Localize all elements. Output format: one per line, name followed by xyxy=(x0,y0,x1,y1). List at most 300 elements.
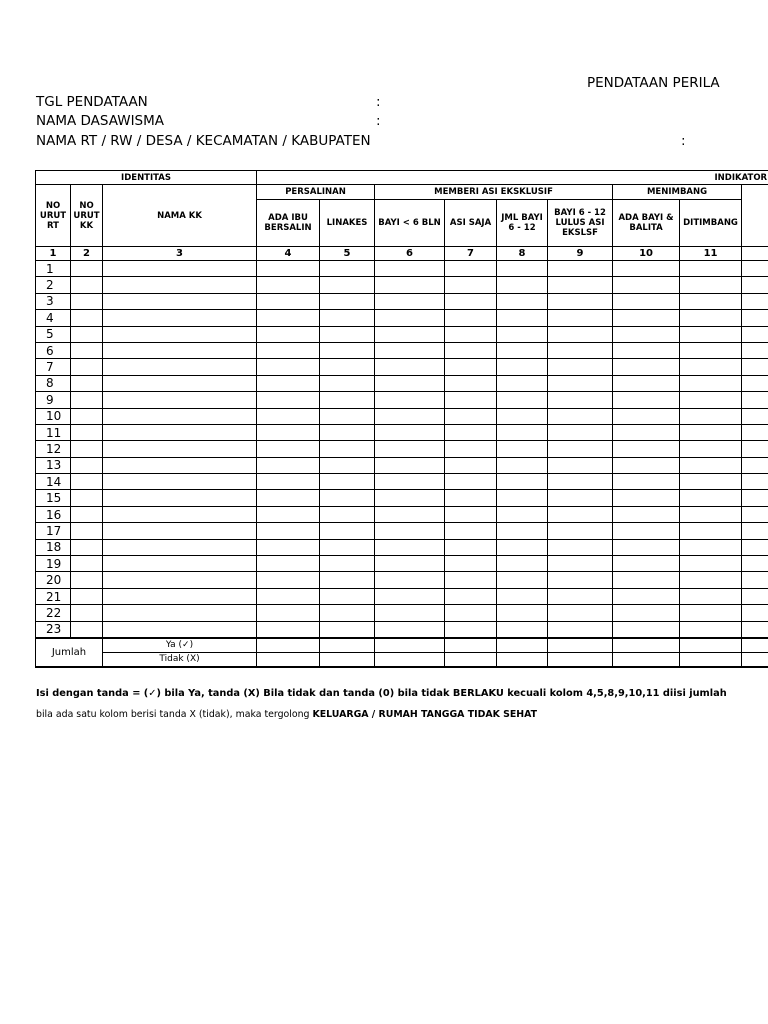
cell[interactable] xyxy=(257,539,320,555)
cell[interactable] xyxy=(445,342,497,358)
row-number: 21 xyxy=(36,588,71,604)
cell[interactable] xyxy=(257,605,320,621)
cell[interactable] xyxy=(497,490,548,506)
cell[interactable] xyxy=(103,261,257,277)
cell[interactable] xyxy=(742,408,768,424)
cell[interactable] xyxy=(320,490,375,506)
cell[interactable] xyxy=(680,342,742,358)
cell[interactable] xyxy=(320,277,375,293)
cell[interactable] xyxy=(497,621,548,638)
cell[interactable] xyxy=(742,342,768,358)
col-linakes: LINAKES xyxy=(320,200,375,247)
cell[interactable] xyxy=(548,638,613,653)
cell[interactable] xyxy=(103,556,257,572)
cell[interactable] xyxy=(445,605,497,621)
group-persalinan: PERSALINAN xyxy=(257,185,375,200)
cell[interactable] xyxy=(445,621,497,638)
cell[interactable] xyxy=(680,556,742,572)
cell[interactable] xyxy=(103,572,257,588)
cell[interactable] xyxy=(320,342,375,358)
tidak-label: Tidak (X) xyxy=(103,652,257,667)
cell[interactable] xyxy=(497,506,548,522)
cell[interactable] xyxy=(613,359,680,375)
cell[interactable] xyxy=(497,261,548,277)
cell[interactable] xyxy=(103,588,257,604)
cell[interactable] xyxy=(742,392,768,408)
table-row xyxy=(36,523,768,539)
cell[interactable] xyxy=(320,556,375,572)
cell[interactable] xyxy=(103,523,257,539)
cell[interactable] xyxy=(320,375,375,391)
cell[interactable] xyxy=(71,588,103,604)
indikator-header: INDIKATOR xyxy=(257,171,768,185)
cell[interactable] xyxy=(445,506,497,522)
cell[interactable] xyxy=(680,293,742,309)
cell[interactable] xyxy=(445,457,497,473)
cell[interactable] xyxy=(375,572,445,588)
cell[interactable] xyxy=(497,652,548,667)
cell[interactable] xyxy=(742,621,768,638)
cell[interactable] xyxy=(548,310,613,326)
cell[interactable] xyxy=(103,392,257,408)
row-number: 17 xyxy=(36,523,71,539)
cell[interactable] xyxy=(742,638,768,653)
cell[interactable] xyxy=(375,605,445,621)
column-number-overflow xyxy=(742,247,768,261)
cell[interactable] xyxy=(613,588,680,604)
cell[interactable] xyxy=(71,457,103,473)
cell[interactable] xyxy=(680,506,742,522)
cell[interactable] xyxy=(71,605,103,621)
cell[interactable] xyxy=(445,375,497,391)
cell[interactable] xyxy=(257,326,320,342)
cell[interactable] xyxy=(742,310,768,326)
table-row xyxy=(36,392,768,408)
cell[interactable] xyxy=(445,326,497,342)
cell[interactable] xyxy=(257,652,320,667)
cell[interactable] xyxy=(613,408,680,424)
cell[interactable] xyxy=(680,490,742,506)
cell[interactable] xyxy=(257,572,320,588)
cell[interactable] xyxy=(445,572,497,588)
cell[interactable] xyxy=(680,326,742,342)
cell[interactable] xyxy=(445,523,497,539)
cell[interactable] xyxy=(613,474,680,490)
cell[interactable] xyxy=(103,293,257,309)
cell[interactable] xyxy=(375,408,445,424)
cell[interactable] xyxy=(445,261,497,277)
cell[interactable] xyxy=(375,359,445,375)
cell[interactable] xyxy=(257,441,320,457)
cell[interactable] xyxy=(613,556,680,572)
cell[interactable] xyxy=(497,605,548,621)
cell[interactable] xyxy=(613,638,680,653)
cell[interactable] xyxy=(375,556,445,572)
cell[interactable] xyxy=(445,310,497,326)
cell[interactable] xyxy=(320,652,375,667)
table-row xyxy=(36,375,768,391)
cell[interactable] xyxy=(680,408,742,424)
cell[interactable] xyxy=(257,392,320,408)
cell[interactable] xyxy=(680,652,742,667)
cell[interactable] xyxy=(320,293,375,309)
cell[interactable] xyxy=(680,310,742,326)
cell[interactable] xyxy=(680,572,742,588)
cell[interactable] xyxy=(71,293,103,309)
cell[interactable] xyxy=(680,539,742,555)
cell[interactable] xyxy=(613,293,680,309)
row-number: 10 xyxy=(36,408,71,424)
cell[interactable] xyxy=(375,424,445,440)
cell[interactable] xyxy=(548,408,613,424)
cell[interactable] xyxy=(613,621,680,638)
cell[interactable] xyxy=(71,490,103,506)
cell[interactable] xyxy=(742,474,768,490)
cell[interactable] xyxy=(445,441,497,457)
cell[interactable] xyxy=(320,441,375,457)
cell[interactable] xyxy=(548,556,613,572)
cell[interactable] xyxy=(613,310,680,326)
row-number: 20 xyxy=(36,572,71,588)
cell[interactable] xyxy=(445,539,497,555)
cell[interactable] xyxy=(257,293,320,309)
cell[interactable] xyxy=(680,261,742,277)
cell[interactable] xyxy=(71,310,103,326)
cell[interactable] xyxy=(742,359,768,375)
cell[interactable] xyxy=(445,588,497,604)
cell[interactable] xyxy=(257,588,320,604)
cell[interactable] xyxy=(71,539,103,555)
cell[interactable] xyxy=(742,261,768,277)
cell[interactable] xyxy=(548,605,613,621)
cell[interactable] xyxy=(103,277,257,293)
cell[interactable] xyxy=(257,310,320,326)
cell[interactable] xyxy=(445,359,497,375)
cell[interactable] xyxy=(257,506,320,522)
cell[interactable] xyxy=(257,277,320,293)
column-number: 6 xyxy=(375,247,445,261)
cell[interactable] xyxy=(320,506,375,522)
table-row xyxy=(36,441,768,457)
cell[interactable] xyxy=(497,539,548,555)
cell[interactable] xyxy=(742,457,768,473)
cell[interactable] xyxy=(375,326,445,342)
cell[interactable] xyxy=(103,408,257,424)
column-number: 2 xyxy=(71,247,103,261)
cell[interactable] xyxy=(257,261,320,277)
cell[interactable] xyxy=(320,638,375,653)
cell[interactable] xyxy=(742,652,768,667)
cell[interactable] xyxy=(257,490,320,506)
cell[interactable] xyxy=(103,539,257,555)
data-rows xyxy=(36,261,768,638)
cell[interactable] xyxy=(742,572,768,588)
cell[interactable] xyxy=(497,457,548,473)
cell[interactable] xyxy=(497,441,548,457)
cell[interactable] xyxy=(257,556,320,572)
cell[interactable] xyxy=(742,523,768,539)
cell[interactable] xyxy=(71,277,103,293)
cell[interactable] xyxy=(680,277,742,293)
cell[interactable] xyxy=(680,474,742,490)
cell[interactable] xyxy=(103,326,257,342)
cell[interactable] xyxy=(742,375,768,391)
cell[interactable] xyxy=(375,638,445,653)
cell[interactable] xyxy=(71,375,103,391)
cell[interactable] xyxy=(742,506,768,522)
cell[interactable] xyxy=(613,326,680,342)
cell[interactable] xyxy=(613,523,680,539)
cell[interactable] xyxy=(497,293,548,309)
cell[interactable] xyxy=(445,652,497,667)
table-row xyxy=(36,424,768,440)
cell[interactable] xyxy=(613,441,680,457)
cell[interactable] xyxy=(497,424,548,440)
cell[interactable] xyxy=(742,424,768,440)
cell[interactable] xyxy=(320,424,375,440)
cell[interactable] xyxy=(742,539,768,555)
cell[interactable] xyxy=(103,375,257,391)
col-jml-bayi: JML BAYI 6 - 12 xyxy=(497,200,548,247)
cell[interactable] xyxy=(71,326,103,342)
cell[interactable] xyxy=(375,310,445,326)
cell[interactable] xyxy=(680,588,742,604)
cell[interactable] xyxy=(375,261,445,277)
cell[interactable] xyxy=(497,310,548,326)
cell[interactable] xyxy=(320,474,375,490)
cell[interactable] xyxy=(375,539,445,555)
cell[interactable] xyxy=(257,424,320,440)
cell[interactable] xyxy=(548,506,613,522)
cell[interactable] xyxy=(103,490,257,506)
table-row xyxy=(36,588,768,604)
cell[interactable] xyxy=(71,359,103,375)
cell[interactable] xyxy=(742,326,768,342)
cell[interactable] xyxy=(548,457,613,473)
cell[interactable] xyxy=(548,261,613,277)
cell[interactable] xyxy=(613,424,680,440)
cell[interactable] xyxy=(257,408,320,424)
cell[interactable] xyxy=(103,342,257,358)
cell[interactable] xyxy=(375,441,445,457)
cell[interactable] xyxy=(375,621,445,638)
cell[interactable] xyxy=(548,490,613,506)
cell[interactable] xyxy=(320,572,375,588)
cell[interactable] xyxy=(375,375,445,391)
cell[interactable] xyxy=(548,441,613,457)
cell[interactable] xyxy=(375,392,445,408)
cell[interactable] xyxy=(257,621,320,638)
cell[interactable] xyxy=(680,375,742,391)
cell[interactable] xyxy=(375,277,445,293)
cell[interactable] xyxy=(103,506,257,522)
cell[interactable] xyxy=(257,638,320,653)
cell[interactable] xyxy=(613,261,680,277)
cell[interactable] xyxy=(103,359,257,375)
cell[interactable] xyxy=(497,588,548,604)
cell[interactable] xyxy=(71,506,103,522)
cell[interactable] xyxy=(548,392,613,408)
cell[interactable] xyxy=(680,392,742,408)
cell[interactable] xyxy=(548,375,613,391)
cell[interactable] xyxy=(680,359,742,375)
cell[interactable] xyxy=(497,408,548,424)
instruction-note: Isi dengan tanda = (✓) bila Ya, tanda (X) Bila tidak dan tanda (0) bila tidak BERLAKU kecuali kolom 4,5,8,9,10,11 diisi jumlah xyxy=(36,688,727,699)
cell[interactable] xyxy=(548,652,613,667)
cell[interactable] xyxy=(742,277,768,293)
cell[interactable] xyxy=(71,261,103,277)
cell[interactable] xyxy=(613,457,680,473)
cell[interactable] xyxy=(613,392,680,408)
cell[interactable] xyxy=(613,605,680,621)
cell[interactable] xyxy=(680,441,742,457)
cell[interactable] xyxy=(548,588,613,604)
cell[interactable] xyxy=(103,424,257,440)
cell[interactable] xyxy=(375,474,445,490)
cell[interactable] xyxy=(445,392,497,408)
cell[interactable] xyxy=(445,293,497,309)
cell[interactable] xyxy=(320,621,375,638)
cell[interactable] xyxy=(548,621,613,638)
cell[interactable] xyxy=(103,621,257,638)
cell[interactable] xyxy=(320,539,375,555)
cell[interactable] xyxy=(320,261,375,277)
cell[interactable] xyxy=(445,556,497,572)
cell[interactable] xyxy=(71,441,103,457)
cell[interactable] xyxy=(497,326,548,342)
cell[interactable] xyxy=(375,588,445,604)
cell[interactable] xyxy=(742,441,768,457)
cell[interactable] xyxy=(548,539,613,555)
cell[interactable] xyxy=(742,490,768,506)
cell[interactable] xyxy=(548,342,613,358)
cell[interactable] xyxy=(71,572,103,588)
cell[interactable] xyxy=(71,392,103,408)
cell[interactable] xyxy=(257,523,320,539)
table-row xyxy=(36,261,768,277)
cell[interactable] xyxy=(548,523,613,539)
cell[interactable] xyxy=(445,490,497,506)
cell[interactable] xyxy=(320,605,375,621)
cell[interactable] xyxy=(257,342,320,358)
cell[interactable] xyxy=(445,408,497,424)
cell[interactable] xyxy=(320,457,375,473)
cell[interactable] xyxy=(548,277,613,293)
cell[interactable] xyxy=(445,277,497,293)
cell[interactable] xyxy=(257,457,320,473)
cell[interactable] xyxy=(548,326,613,342)
row-number: 5 xyxy=(36,326,71,342)
cell[interactable] xyxy=(320,408,375,424)
cell[interactable] xyxy=(320,310,375,326)
cell[interactable] xyxy=(497,556,548,572)
cell[interactable] xyxy=(445,474,497,490)
cell[interactable] xyxy=(375,652,445,667)
cell[interactable] xyxy=(613,652,680,667)
cell[interactable] xyxy=(71,621,103,638)
cell[interactable] xyxy=(103,474,257,490)
cell[interactable] xyxy=(742,605,768,621)
row-number: 16 xyxy=(36,506,71,522)
cell[interactable] xyxy=(320,523,375,539)
cell[interactable] xyxy=(375,457,445,473)
cell[interactable] xyxy=(548,359,613,375)
cell[interactable] xyxy=(497,277,548,293)
cell[interactable] xyxy=(742,293,768,309)
cell[interactable] xyxy=(497,523,548,539)
cell[interactable] xyxy=(742,588,768,604)
cell[interactable] xyxy=(320,326,375,342)
cell[interactable] xyxy=(680,605,742,621)
cell[interactable] xyxy=(71,523,103,539)
cell[interactable] xyxy=(320,588,375,604)
cell[interactable] xyxy=(497,359,548,375)
row-number: 19 xyxy=(36,556,71,572)
cell[interactable] xyxy=(680,638,742,653)
cell[interactable] xyxy=(548,424,613,440)
cell[interactable] xyxy=(497,638,548,653)
cell[interactable] xyxy=(613,539,680,555)
cell[interactable] xyxy=(680,523,742,539)
cell[interactable] xyxy=(497,474,548,490)
cell[interactable] xyxy=(548,474,613,490)
cell[interactable] xyxy=(445,424,497,440)
cell[interactable] xyxy=(375,490,445,506)
cell[interactable] xyxy=(680,424,742,440)
warning-bold: KELUARGA / RUMAH TANGGA TIDAK SEHAT xyxy=(312,709,538,720)
cell[interactable] xyxy=(375,506,445,522)
cell[interactable] xyxy=(71,342,103,358)
row-number: 13 xyxy=(36,457,71,473)
cell[interactable] xyxy=(257,474,320,490)
cell[interactable] xyxy=(103,457,257,473)
cell[interactable] xyxy=(497,392,548,408)
cell[interactable] xyxy=(257,375,320,391)
cell[interactable] xyxy=(613,277,680,293)
cell[interactable] xyxy=(103,310,257,326)
cell[interactable] xyxy=(613,342,680,358)
cell[interactable] xyxy=(497,342,548,358)
cell[interactable] xyxy=(680,457,742,473)
cell[interactable] xyxy=(103,441,257,457)
cell[interactable] xyxy=(257,359,320,375)
cell[interactable] xyxy=(375,342,445,358)
cell[interactable] xyxy=(497,572,548,588)
cell[interactable] xyxy=(742,556,768,572)
cell[interactable] xyxy=(680,621,742,638)
cell[interactable] xyxy=(613,572,680,588)
row-number: 22 xyxy=(36,605,71,621)
cell[interactable] xyxy=(445,638,497,653)
cell[interactable] xyxy=(103,605,257,621)
cell[interactable] xyxy=(71,556,103,572)
row-number: 7 xyxy=(36,359,71,375)
cell[interactable] xyxy=(548,293,613,309)
cell[interactable] xyxy=(548,572,613,588)
cell[interactable] xyxy=(613,375,680,391)
cell[interactable] xyxy=(320,359,375,375)
cell[interactable] xyxy=(320,392,375,408)
cell[interactable] xyxy=(375,293,445,309)
cell[interactable] xyxy=(613,506,680,522)
cell[interactable] xyxy=(497,375,548,391)
cell[interactable] xyxy=(71,408,103,424)
cell[interactable] xyxy=(71,424,103,440)
cell[interactable] xyxy=(613,490,680,506)
cell[interactable] xyxy=(375,523,445,539)
group-menimbang: MENIMBANG xyxy=(613,185,742,200)
cell[interactable] xyxy=(71,474,103,490)
